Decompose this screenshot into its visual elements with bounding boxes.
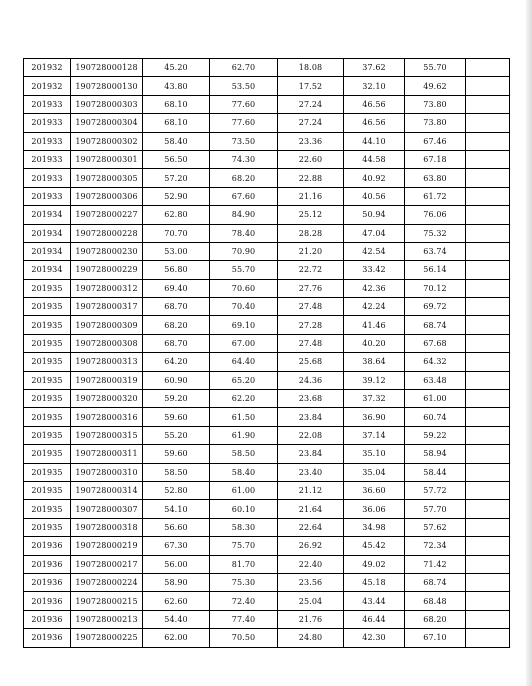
class-cell: 201932 (24, 59, 71, 77)
weighted-b-cell: 35.04 (344, 463, 405, 481)
weighted-b-cell: 46.56 (344, 95, 405, 113)
id-cell: 190728000305 (71, 169, 143, 187)
note-cell (466, 298, 510, 316)
table-row (24, 224, 510, 242)
note-cell (466, 114, 510, 132)
total-cell: 57.72 (405, 481, 466, 499)
score-b-cell: 64.40 (210, 353, 278, 371)
weighted-a-cell: 23.84 (278, 445, 344, 463)
id-cell: 190728000225 (71, 629, 143, 647)
total-cell: 59.22 (405, 426, 466, 444)
id-cell: 190728000308 (71, 334, 143, 352)
table-row (24, 59, 510, 77)
weighted-b-cell: 46.44 (344, 610, 405, 628)
weighted-b-cell: 32.10 (344, 77, 405, 95)
class-cell: 201935 (24, 463, 71, 481)
total-cell: 75.32 (405, 224, 466, 242)
table-row (24, 95, 510, 113)
class-cell: 201935 (24, 353, 71, 371)
weighted-b-cell: 45.18 (344, 573, 405, 591)
score-a-cell: 68.70 (143, 298, 210, 316)
score-b-cell: 58.40 (210, 463, 278, 481)
id-cell: 190728000306 (71, 187, 143, 205)
weighted-b-cell: 43.44 (344, 592, 405, 610)
score-a-cell: 62.00 (143, 629, 210, 647)
weighted-b-cell: 50.94 (344, 206, 405, 224)
total-cell: 57.62 (405, 518, 466, 536)
score-a-cell: 56.60 (143, 518, 210, 536)
note-cell (466, 426, 510, 444)
weighted-a-cell: 17.52 (278, 77, 344, 95)
score-a-cell: 70.70 (143, 224, 210, 242)
table-row (24, 463, 510, 481)
class-cell: 201933 (24, 114, 71, 132)
score-table (23, 58, 510, 648)
table-row (24, 187, 510, 205)
class-cell: 201933 (24, 169, 71, 187)
weighted-b-cell: 37.62 (344, 59, 405, 77)
total-cell: 61.72 (405, 187, 466, 205)
score-a-cell: 57.20 (143, 169, 210, 187)
note-cell (466, 206, 510, 224)
total-cell: 68.74 (405, 316, 466, 334)
note-cell (466, 629, 510, 647)
table-row (24, 500, 510, 518)
table-row (24, 279, 510, 297)
score-a-cell: 54.40 (143, 610, 210, 628)
weighted-a-cell: 21.76 (278, 610, 344, 628)
score-a-cell: 60.90 (143, 371, 210, 389)
weighted-b-cell: 33.42 (344, 261, 405, 279)
score-b-cell: 53.50 (210, 77, 278, 95)
score-b-cell: 70.40 (210, 298, 278, 316)
total-cell: 64.32 (405, 353, 466, 371)
note-cell (466, 224, 510, 242)
score-b-cell: 61.90 (210, 426, 278, 444)
class-cell: 201935 (24, 279, 71, 297)
score-b-cell: 77.60 (210, 95, 278, 113)
note-cell (466, 555, 510, 573)
total-cell: 56.14 (405, 261, 466, 279)
note-cell (466, 573, 510, 591)
weighted-a-cell: 21.64 (278, 500, 344, 518)
id-cell: 190728000320 (71, 390, 143, 408)
score-b-cell: 65.20 (210, 371, 278, 389)
table-row (24, 316, 510, 334)
score-a-cell: 56.80 (143, 261, 210, 279)
class-cell: 201936 (24, 610, 71, 628)
score-a-cell: 59.60 (143, 408, 210, 426)
note-cell (466, 463, 510, 481)
id-cell: 190728000318 (71, 518, 143, 536)
score-a-cell: 59.20 (143, 390, 210, 408)
weighted-b-cell: 39.12 (344, 371, 405, 389)
table-row (24, 261, 510, 279)
id-cell: 190728000304 (71, 114, 143, 132)
weighted-b-cell: 36.60 (344, 481, 405, 499)
total-cell: 63.80 (405, 169, 466, 187)
table-row (24, 610, 510, 628)
weighted-a-cell: 24.80 (278, 629, 344, 647)
note-cell (466, 537, 510, 555)
score-b-cell: 77.60 (210, 114, 278, 132)
id-cell: 190728000219 (71, 537, 143, 555)
weighted-a-cell: 28.28 (278, 224, 344, 242)
score-b-cell: 78.40 (210, 224, 278, 242)
note-cell (466, 187, 510, 205)
score-a-cell: 62.60 (143, 592, 210, 610)
table-row (24, 242, 510, 260)
score-a-cell: 58.90 (143, 573, 210, 591)
id-cell: 190728000315 (71, 426, 143, 444)
class-cell: 201934 (24, 224, 71, 242)
id-cell: 190728000227 (71, 206, 143, 224)
id-cell: 190728000314 (71, 481, 143, 499)
score-b-cell: 61.50 (210, 408, 278, 426)
note-cell (466, 261, 510, 279)
total-cell: 57.70 (405, 500, 466, 518)
id-cell: 190728000317 (71, 298, 143, 316)
score-b-cell: 73.50 (210, 132, 278, 150)
weighted-b-cell: 36.06 (344, 500, 405, 518)
total-cell: 63.48 (405, 371, 466, 389)
table-row (24, 334, 510, 352)
total-cell: 49.62 (405, 77, 466, 95)
total-cell: 68.48 (405, 592, 466, 610)
score-b-cell: 70.60 (210, 279, 278, 297)
id-cell: 190728000130 (71, 77, 143, 95)
table-row (24, 481, 510, 499)
weighted-a-cell: 23.84 (278, 408, 344, 426)
class-cell: 201935 (24, 334, 71, 352)
score-b-cell: 62.70 (210, 59, 278, 77)
table-row (24, 573, 510, 591)
class-cell: 201936 (24, 537, 71, 555)
total-cell: 73.80 (405, 95, 466, 113)
class-cell: 201935 (24, 316, 71, 334)
total-cell: 67.68 (405, 334, 466, 352)
weighted-a-cell: 22.40 (278, 555, 344, 573)
table-body (24, 59, 510, 648)
score-a-cell: 59.60 (143, 445, 210, 463)
score-b-cell: 75.70 (210, 537, 278, 555)
weighted-b-cell: 34.98 (344, 518, 405, 536)
total-cell: 68.20 (405, 610, 466, 628)
note-cell (466, 316, 510, 334)
weighted-b-cell: 36.90 (344, 408, 405, 426)
table-row (24, 169, 510, 187)
weighted-a-cell: 21.12 (278, 481, 344, 499)
score-b-cell: 81.70 (210, 555, 278, 573)
id-cell: 190728000313 (71, 353, 143, 371)
class-cell: 201935 (24, 518, 71, 536)
weighted-a-cell: 27.24 (278, 95, 344, 113)
score-a-cell: 53.00 (143, 242, 210, 260)
note-cell (466, 77, 510, 95)
id-cell: 190728000230 (71, 242, 143, 260)
total-cell: 67.18 (405, 150, 466, 168)
class-cell: 201934 (24, 206, 71, 224)
table-row (24, 132, 510, 150)
class-cell: 201935 (24, 390, 71, 408)
total-cell: 67.10 (405, 629, 466, 647)
score-a-cell: 58.50 (143, 463, 210, 481)
table-row (24, 426, 510, 444)
weighted-a-cell: 24.36 (278, 371, 344, 389)
weighted-b-cell: 41.46 (344, 316, 405, 334)
note-cell (466, 169, 510, 187)
weighted-a-cell: 26.92 (278, 537, 344, 555)
id-cell: 190728000228 (71, 224, 143, 242)
total-cell: 76.06 (405, 206, 466, 224)
class-cell: 201933 (24, 187, 71, 205)
score-a-cell: 64.20 (143, 353, 210, 371)
id-cell: 190728000213 (71, 610, 143, 628)
note-cell (466, 59, 510, 77)
score-b-cell: 58.50 (210, 445, 278, 463)
score-a-cell: 52.80 (143, 481, 210, 499)
total-cell: 55.70 (405, 59, 466, 77)
note-cell (466, 592, 510, 610)
total-cell: 73.80 (405, 114, 466, 132)
score-b-cell: 70.50 (210, 629, 278, 647)
score-b-cell: 67.60 (210, 187, 278, 205)
note-cell (466, 334, 510, 352)
table-row (24, 390, 510, 408)
weighted-b-cell: 44.58 (344, 150, 405, 168)
weighted-a-cell: 23.40 (278, 463, 344, 481)
weighted-b-cell: 37.32 (344, 390, 405, 408)
total-cell: 61.00 (405, 390, 466, 408)
weighted-b-cell: 44.10 (344, 132, 405, 150)
weighted-a-cell: 22.72 (278, 261, 344, 279)
weighted-b-cell: 37.14 (344, 426, 405, 444)
weighted-a-cell: 22.60 (278, 150, 344, 168)
id-cell: 190728000215 (71, 592, 143, 610)
score-a-cell: 68.10 (143, 95, 210, 113)
table-row (24, 298, 510, 316)
note-cell (466, 481, 510, 499)
total-cell: 58.44 (405, 463, 466, 481)
weighted-b-cell: 40.92 (344, 169, 405, 187)
weighted-b-cell: 40.20 (344, 334, 405, 352)
weighted-a-cell: 22.64 (278, 518, 344, 536)
id-cell: 190728000217 (71, 555, 143, 573)
total-cell: 71.42 (405, 555, 466, 573)
page-edge-shadow (526, 0, 532, 686)
score-a-cell: 62.80 (143, 206, 210, 224)
note-cell (466, 95, 510, 113)
weighted-b-cell: 47.04 (344, 224, 405, 242)
table-row (24, 555, 510, 573)
class-cell: 201936 (24, 573, 71, 591)
score-b-cell: 77.40 (210, 610, 278, 628)
table-row (24, 114, 510, 132)
class-cell: 201934 (24, 261, 71, 279)
score-b-cell: 70.90 (210, 242, 278, 260)
id-cell: 190728000302 (71, 132, 143, 150)
note-cell (466, 132, 510, 150)
note-cell (466, 279, 510, 297)
total-cell: 70.12 (405, 279, 466, 297)
table-row (24, 150, 510, 168)
class-cell: 201936 (24, 592, 71, 610)
weighted-a-cell: 25.68 (278, 353, 344, 371)
weighted-a-cell: 25.12 (278, 206, 344, 224)
weighted-a-cell: 23.56 (278, 573, 344, 591)
weighted-a-cell: 22.88 (278, 169, 344, 187)
class-cell: 201935 (24, 371, 71, 389)
score-b-cell: 68.20 (210, 169, 278, 187)
table-row (24, 537, 510, 555)
total-cell: 58.94 (405, 445, 466, 463)
weighted-a-cell: 22.08 (278, 426, 344, 444)
table-row (24, 408, 510, 426)
total-cell: 67.46 (405, 132, 466, 150)
total-cell: 69.72 (405, 298, 466, 316)
weighted-b-cell: 38.64 (344, 353, 405, 371)
id-cell: 190728000310 (71, 463, 143, 481)
score-a-cell: 45.20 (143, 59, 210, 77)
score-b-cell: 60.10 (210, 500, 278, 518)
table-row (24, 206, 510, 224)
score-a-cell: 55.20 (143, 426, 210, 444)
score-b-cell: 74.30 (210, 150, 278, 168)
weighted-b-cell: 46.56 (344, 114, 405, 132)
note-cell (466, 390, 510, 408)
id-cell: 190728000316 (71, 408, 143, 426)
note-cell (466, 150, 510, 168)
class-cell: 201935 (24, 408, 71, 426)
score-b-cell: 62.20 (210, 390, 278, 408)
score-b-cell: 55.70 (210, 261, 278, 279)
weighted-a-cell: 23.36 (278, 132, 344, 150)
score-a-cell: 69.40 (143, 279, 210, 297)
weighted-a-cell: 27.24 (278, 114, 344, 132)
score-b-cell: 61.00 (210, 481, 278, 499)
total-cell: 68.74 (405, 573, 466, 591)
id-cell: 190728000301 (71, 150, 143, 168)
weighted-b-cell: 40.56 (344, 187, 405, 205)
score-a-cell: 56.50 (143, 150, 210, 168)
score-a-cell: 43.80 (143, 77, 210, 95)
id-cell: 190728000319 (71, 371, 143, 389)
class-cell: 201932 (24, 77, 71, 95)
note-cell (466, 408, 510, 426)
table-row (24, 77, 510, 95)
score-a-cell: 56.00 (143, 555, 210, 573)
weighted-a-cell: 18.08 (278, 59, 344, 77)
table-row (24, 518, 510, 536)
class-cell: 201936 (24, 629, 71, 647)
score-a-cell: 68.10 (143, 114, 210, 132)
weighted-b-cell: 49.02 (344, 555, 405, 573)
class-cell: 201936 (24, 555, 71, 573)
id-cell: 190728000309 (71, 316, 143, 334)
weighted-b-cell: 45.42 (344, 537, 405, 555)
class-cell: 201935 (24, 481, 71, 499)
score-a-cell: 68.70 (143, 334, 210, 352)
table-row (24, 371, 510, 389)
id-cell: 190728000303 (71, 95, 143, 113)
score-a-cell: 67.30 (143, 537, 210, 555)
score-b-cell: 67.00 (210, 334, 278, 352)
weighted-b-cell: 42.36 (344, 279, 405, 297)
id-cell: 190728000311 (71, 445, 143, 463)
total-cell: 72.34 (405, 537, 466, 555)
table-row (24, 353, 510, 371)
note-cell (466, 500, 510, 518)
class-cell: 201933 (24, 95, 71, 113)
score-b-cell: 58.30 (210, 518, 278, 536)
class-cell: 201934 (24, 242, 71, 260)
weighted-a-cell: 27.48 (278, 298, 344, 316)
score-a-cell: 52.90 (143, 187, 210, 205)
class-cell: 201933 (24, 150, 71, 168)
weighted-b-cell: 42.54 (344, 242, 405, 260)
score-b-cell: 72.40 (210, 592, 278, 610)
note-cell (466, 371, 510, 389)
weighted-b-cell: 42.24 (344, 298, 405, 316)
weighted-a-cell: 21.20 (278, 242, 344, 260)
note-cell (466, 242, 510, 260)
score-a-cell: 68.20 (143, 316, 210, 334)
score-a-cell: 54.10 (143, 500, 210, 518)
score-b-cell: 84.90 (210, 206, 278, 224)
id-cell: 190728000224 (71, 573, 143, 591)
weighted-b-cell: 42.30 (344, 629, 405, 647)
total-cell: 63.74 (405, 242, 466, 260)
note-cell (466, 445, 510, 463)
id-cell: 190728000128 (71, 59, 143, 77)
total-cell: 60.74 (405, 408, 466, 426)
weighted-a-cell: 23.68 (278, 390, 344, 408)
weighted-a-cell: 25.04 (278, 592, 344, 610)
class-cell: 201935 (24, 500, 71, 518)
score-a-cell: 58.40 (143, 132, 210, 150)
id-cell: 190728000312 (71, 279, 143, 297)
class-cell: 201933 (24, 132, 71, 150)
id-cell: 190728000229 (71, 261, 143, 279)
id-cell: 190728000307 (71, 500, 143, 518)
weighted-a-cell: 27.28 (278, 316, 344, 334)
class-cell: 201935 (24, 445, 71, 463)
weighted-b-cell: 35.10 (344, 445, 405, 463)
table-row (24, 592, 510, 610)
score-b-cell: 69.10 (210, 316, 278, 334)
weighted-a-cell: 21.16 (278, 187, 344, 205)
note-cell (466, 610, 510, 628)
table-row (24, 629, 510, 647)
table-row (24, 445, 510, 463)
weighted-a-cell: 27.76 (278, 279, 344, 297)
weighted-a-cell: 27.48 (278, 334, 344, 352)
class-cell: 201935 (24, 298, 71, 316)
note-cell (466, 518, 510, 536)
class-cell: 201935 (24, 426, 71, 444)
note-cell (466, 353, 510, 371)
score-b-cell: 75.30 (210, 573, 278, 591)
